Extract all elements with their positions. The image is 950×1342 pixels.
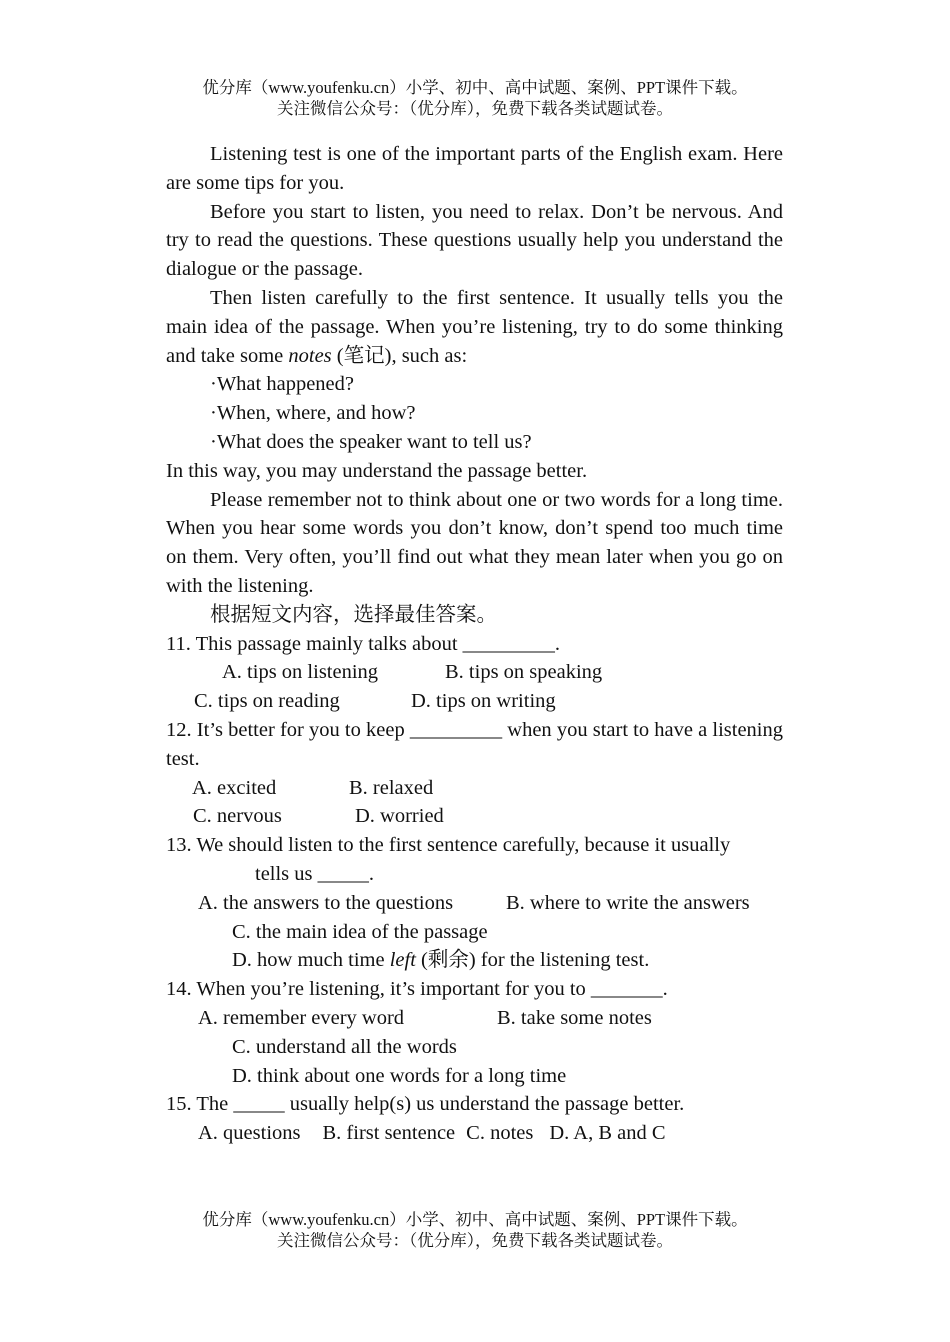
question-13-stem: 13. We should listen to the first sentence carefully, because it usually	[166, 834, 731, 857]
footer-line-2: 关注微信公众号：（优分库），免费下载各类试题试卷。	[277, 1231, 673, 1250]
left-gloss: (剩余) for the listening test.	[415, 949, 650, 972]
q12-option-a: A. excited	[192, 776, 277, 799]
q11-option-b: B. tips on speaking	[445, 661, 603, 684]
document-body	[166, 140, 783, 1148]
q13-option-a: A. the answers to the questions	[198, 891, 454, 914]
q13-option-d-text: D. how much time	[232, 949, 390, 972]
q12-option-d: D. worried	[355, 805, 444, 828]
q12-option-c: C. nervous	[193, 805, 282, 828]
notes-gloss: (笔记), such as:	[331, 344, 468, 367]
question-12-stem: 12. It’s better for you to keep _________ when you start to have a listening test.	[166, 718, 783, 770]
q11-option-c: C. tips on reading	[194, 690, 340, 713]
q14-option-d: D. think about one words for a long time	[232, 1064, 567, 1087]
q15-option-a: A. questions	[198, 1122, 301, 1145]
q14-option-b: B. take some notes	[497, 1006, 652, 1029]
paragraph-4: In this way, you may understand the passage better.	[166, 459, 588, 482]
q14-option-a: A. remember every word	[198, 1006, 405, 1029]
q15-option-c: C. notes	[466, 1122, 534, 1145]
question-15-options	[166, 1119, 783, 1148]
question-11-options-row1	[166, 658, 783, 687]
q13-option-b: B. where to write the answers	[506, 891, 750, 914]
paragraph-1: Listening test is one of the important parts of the English exam. Here are some tips for you.	[166, 143, 783, 194]
q13-option-c: C. the main idea of the passage	[232, 920, 488, 943]
header-line-1: 优分库（www.youfenku.cn）小学、初中、高中试题、案例、PPT课件下载。	[202, 78, 748, 97]
q11-option-a: A. tips on listening	[222, 661, 379, 684]
question-11-stem: 11. This passage mainly talks about _________.	[166, 632, 561, 655]
question-13-stem-continued: tells us _____.	[255, 862, 375, 885]
q15-option-b: B. first sentence	[322, 1122, 456, 1145]
q11-option-d: D. tips on writing	[411, 690, 556, 713]
question-15-stem: 15. The _____ usually help(s) us understand the passage better.	[166, 1093, 685, 1116]
paragraph-5: Please remember not to think about one or two words for a long time. When you hear some words you don’t know, don’t spend too much time on them. Very often, you’ll find out what they mean later when you go on with the listening.	[166, 488, 783, 597]
paragraph-3-text: Then listen carefully to the first sentence. It usually tells you the main idea of the passage. When you’re listening, try to do some thinking and take some	[166, 286, 783, 367]
bullet-item: ·What happened?	[210, 373, 354, 396]
q14-option-c: C. understand all the words	[232, 1035, 457, 1058]
question-13-options-row1	[166, 889, 783, 918]
bullet-item: ·What does the speaker want to tell us?	[210, 430, 532, 453]
question-12-options-row2	[166, 802, 783, 831]
paragraph-3	[166, 284, 783, 370]
question-14-options-row1	[166, 1004, 783, 1033]
notes-term: notes	[288, 344, 332, 367]
paragraph-2: Before you start to listen, you need to relax. Don’t be nervous. And try to read the questions. These questions usually help you understand the dialogue or the passage.	[166, 200, 783, 281]
q13-option-d	[166, 946, 783, 975]
instruction: 根据短文内容，选择最佳答案。	[210, 603, 497, 626]
header-line-2: 关注微信公众号：（优分库），免费下载各类试题试卷。	[277, 99, 673, 118]
question-12-options-row1	[166, 774, 783, 803]
question-11-options-row2	[166, 687, 783, 716]
page-footer	[0, 1209, 950, 1251]
left-term: left	[389, 949, 416, 972]
q15-option-d: D. A, B and C	[549, 1122, 666, 1145]
bullet-item: ·When, where, and how?	[210, 402, 416, 425]
question-14-stem: 14. When you’re listening, it’s important for you to _______.	[166, 978, 668, 1001]
page-header	[0, 77, 950, 119]
q12-option-b: B. relaxed	[349, 776, 434, 799]
footer-line-1: 优分库（www.youfenku.cn）小学、初中、高中试题、案例、PPT课件下载。	[202, 1210, 748, 1229]
